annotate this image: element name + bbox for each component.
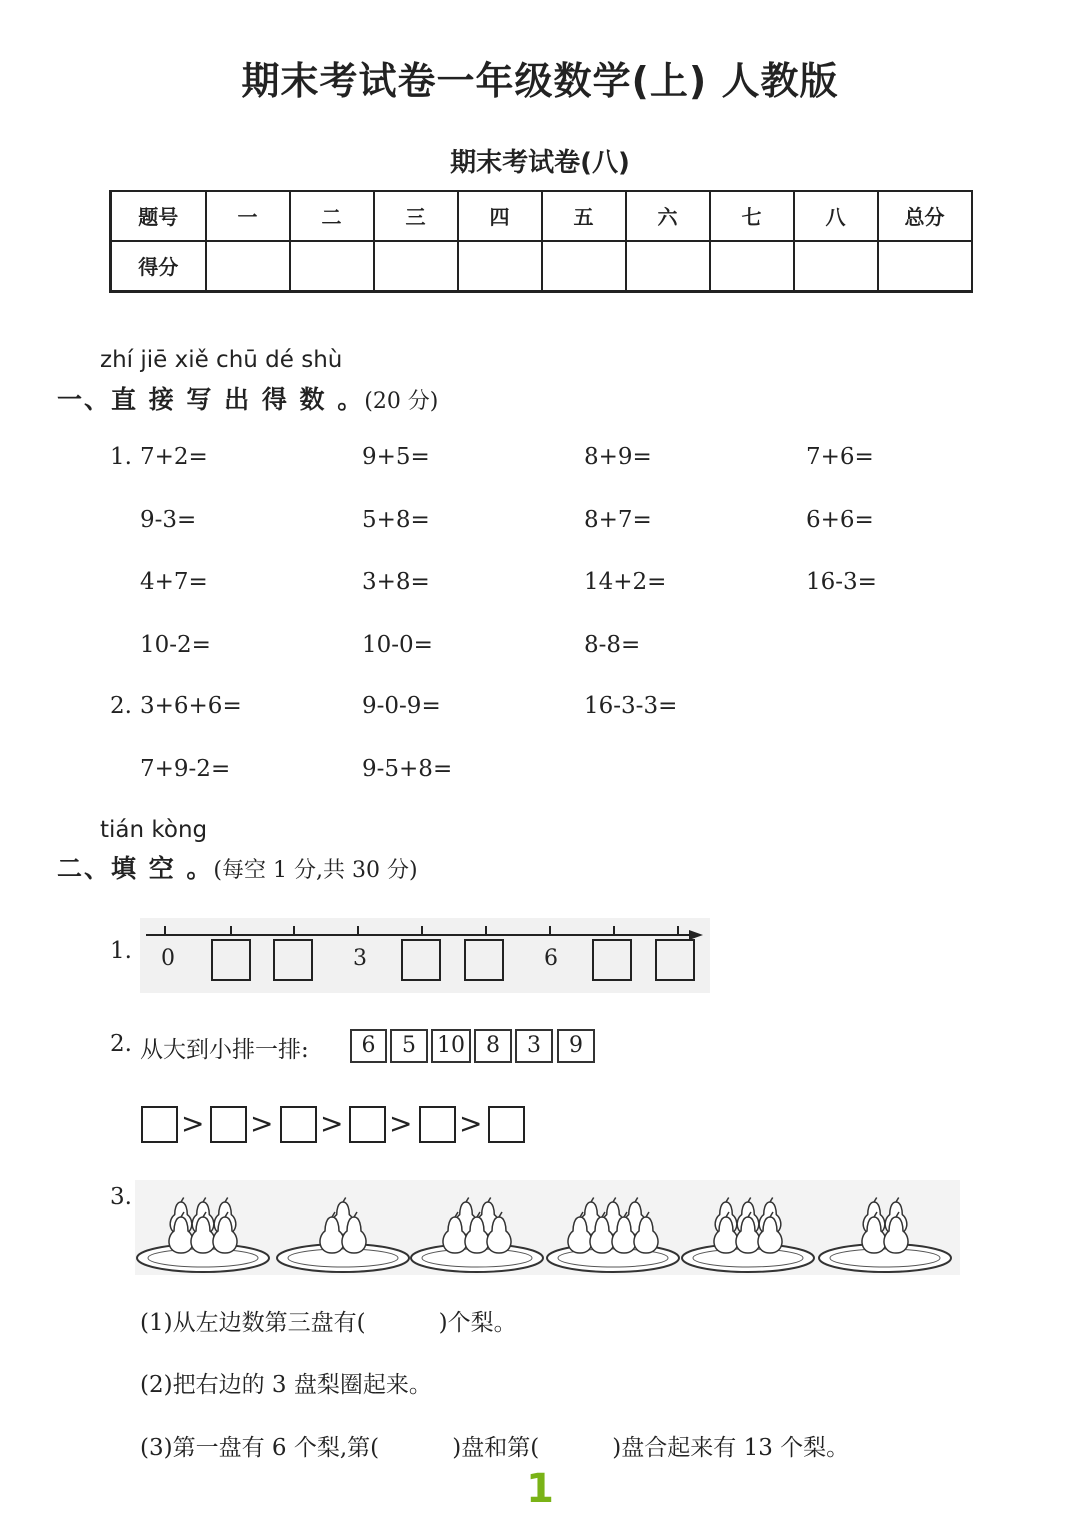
score-table-header-row bbox=[111, 191, 972, 241]
number-line bbox=[140, 918, 710, 998]
score-table-header-cell: 三 bbox=[374, 191, 458, 241]
arithmetic-problem: 16-3= bbox=[806, 569, 877, 595]
order-answer-box[interactable] bbox=[280, 1106, 317, 1143]
section1-pinyin: zhí jiē xiě chū dé shù bbox=[100, 347, 343, 373]
section1-heading bbox=[57, 380, 438, 416]
given-number-box: 3 bbox=[515, 1029, 553, 1063]
order-answer-box[interactable] bbox=[488, 1106, 525, 1143]
arithmetic-problem: 16-3-3= bbox=[584, 693, 678, 719]
arithmetic-problem: 5+8= bbox=[362, 506, 430, 533]
section2-q3-sub2: (2)把右边的 3 盘梨圈起来。 bbox=[140, 1372, 432, 1398]
section2-points: (每空 1 分,共 30 分) bbox=[213, 858, 418, 883]
arithmetic-problem: 4+7= bbox=[140, 569, 208, 595]
given-number-box: 6 bbox=[350, 1029, 387, 1063]
arithmetic-problem: 9-5+8= bbox=[362, 755, 453, 782]
order-answer-box[interactable] bbox=[419, 1106, 456, 1143]
score-table-header-cell: 六 bbox=[626, 191, 710, 241]
arithmetic-problem: 7+2= bbox=[140, 444, 208, 470]
order-answer-box[interactable] bbox=[349, 1106, 386, 1143]
number-line-label: 3 bbox=[353, 946, 367, 971]
score-input-cell[interactable] bbox=[878, 241, 972, 292]
section2-heading bbox=[57, 849, 418, 885]
score-input-cell[interactable] bbox=[458, 241, 542, 292]
score-table-row-label: 得分 bbox=[111, 241, 206, 292]
section1-heading-text: 一、直 接 写 出 得 数 。 bbox=[57, 385, 365, 414]
score-table-label: 题号 bbox=[111, 191, 206, 241]
score-input-cell[interactable] bbox=[626, 241, 710, 292]
score-input-cell[interactable] bbox=[542, 241, 626, 292]
section1-q1-number: 1. bbox=[110, 444, 132, 470]
section2-q1-number: 1. bbox=[110, 938, 132, 964]
score-table-header-cell: 七 bbox=[710, 191, 794, 241]
section2-pinyin: tián kòng bbox=[100, 817, 208, 843]
arithmetic-problem: 10-2= bbox=[140, 631, 211, 658]
arithmetic-problem: 3+6+6= bbox=[140, 693, 242, 719]
number-line-label: 6 bbox=[544, 946, 558, 971]
given-number-box: 9 bbox=[557, 1029, 595, 1063]
score-input-cell[interactable] bbox=[794, 241, 878, 292]
score-table-header-cell: 总分 bbox=[878, 191, 972, 241]
greater-than-sign: > bbox=[459, 1107, 483, 1140]
arithmetic-problem: 9+5= bbox=[362, 444, 430, 470]
arithmetic-problem: 8+9= bbox=[584, 444, 652, 470]
arithmetic-problem: 9-0-9= bbox=[362, 693, 441, 719]
arithmetic-problem: 6+6= bbox=[806, 506, 874, 533]
given-number-box: 5 bbox=[390, 1029, 428, 1063]
score-table bbox=[109, 190, 973, 293]
score-table-header-cell: 五 bbox=[542, 191, 626, 241]
given-number-box: 8 bbox=[474, 1029, 512, 1063]
section2-q3-number: 3. bbox=[110, 1184, 132, 1210]
given-number-box: 10 bbox=[431, 1029, 471, 1063]
score-table-score-row bbox=[111, 241, 972, 292]
number-line-background bbox=[140, 918, 710, 993]
arithmetic-problem: 8-8= bbox=[584, 631, 641, 658]
greater-than-sign: > bbox=[181, 1107, 205, 1140]
order-answer-box[interactable] bbox=[210, 1106, 247, 1143]
number-line-label: 0 bbox=[161, 946, 175, 971]
order-answer-box[interactable] bbox=[141, 1106, 178, 1143]
section2-q2-number: 2. bbox=[110, 1031, 132, 1057]
arithmetic-problem: 7+6= bbox=[806, 444, 874, 470]
section2-q3-sub1: (1)从左边数第三盘有( )个梨。 bbox=[140, 1310, 517, 1336]
arithmetic-problem: 14+2= bbox=[584, 569, 667, 595]
score-table-header-cell: 八 bbox=[794, 191, 878, 241]
page-number: 1 bbox=[526, 1466, 554, 1512]
page-title: 期末考试卷一年级数学(上) 人教版 bbox=[241, 59, 839, 103]
section2-heading-text: 二、填 空 。 bbox=[57, 854, 214, 883]
section1-points: (20 分) bbox=[364, 389, 439, 414]
greater-than-sign: > bbox=[320, 1107, 344, 1140]
score-table-header-cell: 一 bbox=[206, 191, 290, 241]
arithmetic-problem: 10-0= bbox=[362, 631, 433, 658]
section2-q2-instruction: 从大到小排一排: bbox=[140, 1037, 309, 1063]
pear-plates-illustration bbox=[135, 1180, 960, 1275]
exam-subtitle: 期末考试卷(八) bbox=[450, 148, 630, 178]
greater-than-sign: > bbox=[389, 1107, 413, 1140]
arithmetic-problem: 9-3= bbox=[140, 506, 197, 533]
score-input-cell[interactable] bbox=[290, 241, 374, 292]
arithmetic-problem: 7+9-2= bbox=[140, 755, 231, 782]
arithmetic-problem: 3+8= bbox=[362, 569, 430, 595]
score-table-header-cell: 四 bbox=[458, 191, 542, 241]
score-input-cell[interactable] bbox=[374, 241, 458, 292]
score-table-header-cell: 二 bbox=[290, 191, 374, 241]
score-input-cell[interactable] bbox=[206, 241, 290, 292]
section1-q2-number: 2. bbox=[110, 693, 132, 719]
arithmetic-problem: 8+7= bbox=[584, 506, 652, 533]
section2-q3-sub3: (3)第一盘有 6 个梨,第( )盘和第( )盘合起来有 13 个梨。 bbox=[140, 1435, 850, 1461]
score-input-cell[interactable] bbox=[710, 241, 794, 292]
greater-than-sign: > bbox=[250, 1107, 274, 1140]
